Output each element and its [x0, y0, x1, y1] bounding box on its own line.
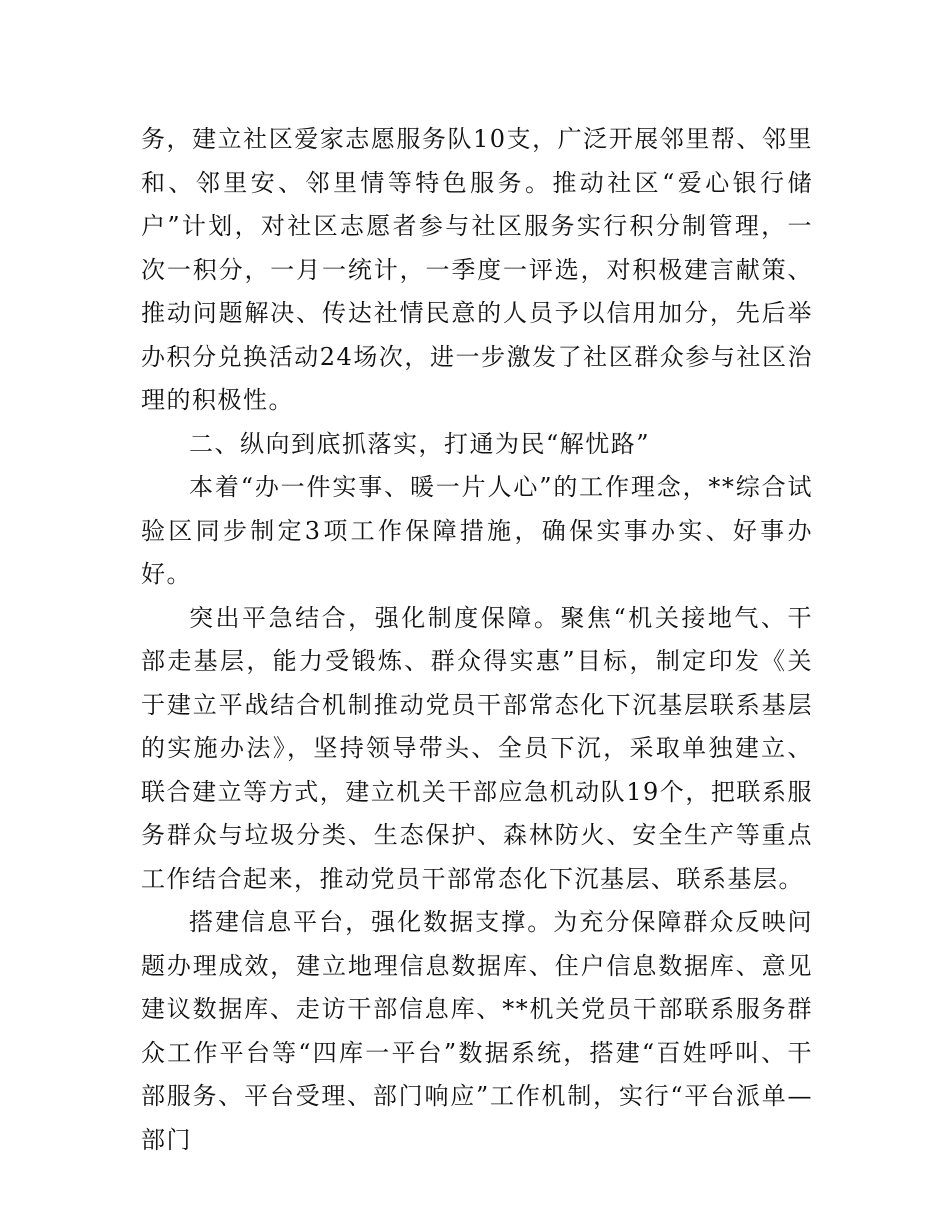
paragraph-system-guarantee: 突出平急结合，强化制度保障。聚焦“机关接地气、干部走基层，能力受锻炼、群众得实惠”目标，制定印发《关于建立平战结合机制推动党员干部常态化下沉基层联系基层的实施办法》，坚持领导带头、全员下沉，采取单独建立、联合建立等方式，建立机关干部应急机动队19个，把联系服务群众与垃圾分类、生态保护、森林防火、安全生产等重点工作结合起来，推动党员干部常态化下沉基层、联系基层。 — [141, 603, 813, 893]
paragraph-work-philosophy: 本着“办一件实事、暖一片人心”的工作理念，**综合试验区同步制定3项工作保障措施，确保实事办实、好事办好。 — [141, 473, 813, 588]
document-body — [141, 118, 813, 1162]
paragraph-data-platform: 搭建信息平台，强化数据支撑。为充分保障群众反映问题办理成效，建立地理信息数据库、住户信息数据库、意见建议数据库、走访干部信息库、**机关党员干部联系服务群众工作平台等“四库一平台”数据系统，搭建“百姓呼叫、干部服务、平台受理、部门响应”工作机制，实行“平台派单—部门 — [141, 908, 813, 1154]
section-heading-2: 二、纵向到底抓落实，打通为民“解忧路” — [189, 429, 651, 458]
paragraph-volunteer-service: 务，建立社区爱家志愿服务队10支，广泛开展邻里帮、邻里和、邻里安、邻里情等特色服务。推动社区“爱心银行储户”计划，对社区志愿者参与社区服务实行积分制管理，一次一积分，一月一统计，一季度一评选，对积极建言献策、推动问题解决、传达社情民意的人员予以信用加分，先后举办积分兑换活动24场次，进一步激发了社区群众参与社区治理的积极性。 — [141, 125, 813, 414]
